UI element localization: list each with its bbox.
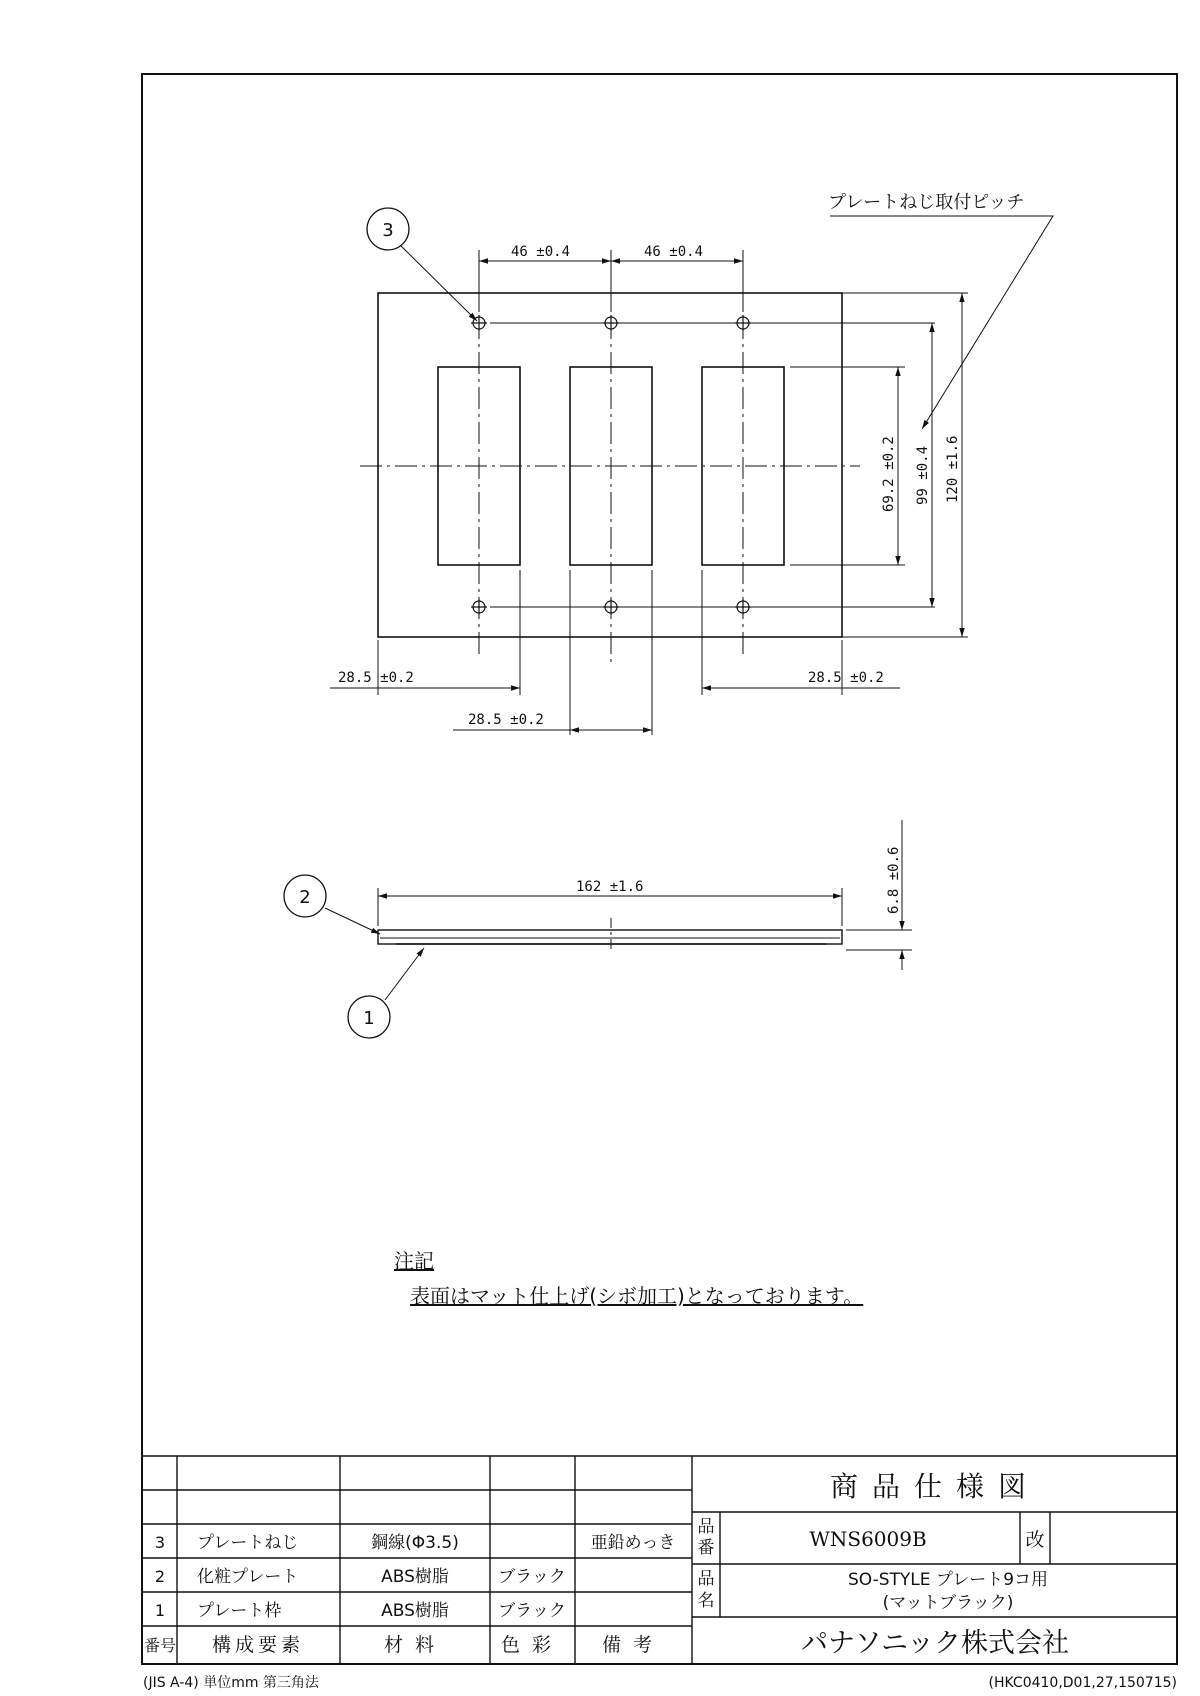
row-color: ブラック	[498, 1567, 566, 1587]
row-color: ブラック	[498, 1601, 566, 1621]
header-no: 番号	[143, 1636, 177, 1655]
row-no: 2	[154, 1567, 166, 1586]
row-material: ABS樹脂	[381, 1601, 449, 1621]
dim-pitch-left: 46 ±0.4	[511, 244, 571, 260]
product-name-label-2: 名	[697, 1591, 715, 1611]
part-number-label: 品	[697, 1517, 715, 1537]
row-remarks: 亜鉛めっき	[590, 1533, 676, 1553]
plate-outline	[378, 293, 842, 637]
dim-left-margin: 28.5 ±0.2	[338, 670, 414, 686]
row-material: 鋼線(Φ3.5)	[371, 1533, 459, 1553]
leader-screw	[398, 243, 477, 321]
sheet-border	[142, 74, 1177, 1664]
row-component: 化粧プレート	[197, 1567, 299, 1587]
dim-opening-height: 69.2 ±0.2	[881, 436, 897, 512]
footer-left: (JIS A-4) 単位mm 第三角法	[143, 1675, 319, 1691]
row-no: 1	[154, 1601, 166, 1620]
extension-lines	[378, 250, 968, 735]
product-name-line1: SO-STYLE プレート9コ用	[847, 1570, 1049, 1590]
callout-3-label: 3	[382, 220, 394, 241]
title-block-title: 商品仕様図	[829, 1470, 1041, 1503]
pitch-label: プレートねじ取付ピッチ	[828, 192, 1025, 213]
side-view	[325, 820, 912, 1000]
header-color: 色彩	[500, 1634, 564, 1656]
dimension-lines	[330, 261, 962, 730]
header-component: 構成要素	[211, 1634, 305, 1656]
callout-balloons	[284, 208, 409, 1038]
dim-screw-pitch-vertical: 99 ±0.4	[915, 445, 931, 505]
product-name-label: 品	[697, 1569, 715, 1589]
footer-right: (HKC0410,D01,27,150715)	[988, 1675, 1177, 1691]
row-component: プレート枠	[197, 1601, 282, 1621]
header-remarks: 備考	[601, 1634, 665, 1656]
company-name: パナソニック株式会社	[800, 1628, 1070, 1659]
side-plate-body	[378, 930, 842, 944]
row-no: 3	[154, 1533, 166, 1552]
part-number-label-2: 番	[697, 1538, 715, 1558]
part-number: WNS6009B	[809, 1527, 927, 1551]
dim-plate-height: 120 ±1.6	[945, 435, 961, 503]
note-text: 表面はマット仕上げ(シボ加工)となっております。	[410, 1284, 864, 1308]
callout-2-label: 2	[299, 887, 311, 908]
dim-right-margin: 28.5 ±0.2	[808, 670, 884, 686]
dim-opening-width: 28.5 ±0.2	[468, 712, 544, 728]
product-name-line2: (マットブラック)	[882, 1593, 1014, 1613]
header-material: 材料	[383, 1634, 447, 1656]
row-component: プレートねじ	[197, 1533, 299, 1553]
note-heading: 注記	[394, 1249, 434, 1273]
dim-pitch-right: 46 ±0.4	[644, 244, 704, 260]
row-material: ABS樹脂	[381, 1567, 449, 1587]
dim-plate-width: 162 ±1.6	[576, 879, 644, 895]
callout-1-label: 1	[363, 1008, 375, 1029]
revision-label: 改	[1025, 1529, 1045, 1551]
dim-plate-thickness: 6.8 ±0.6	[886, 846, 902, 914]
